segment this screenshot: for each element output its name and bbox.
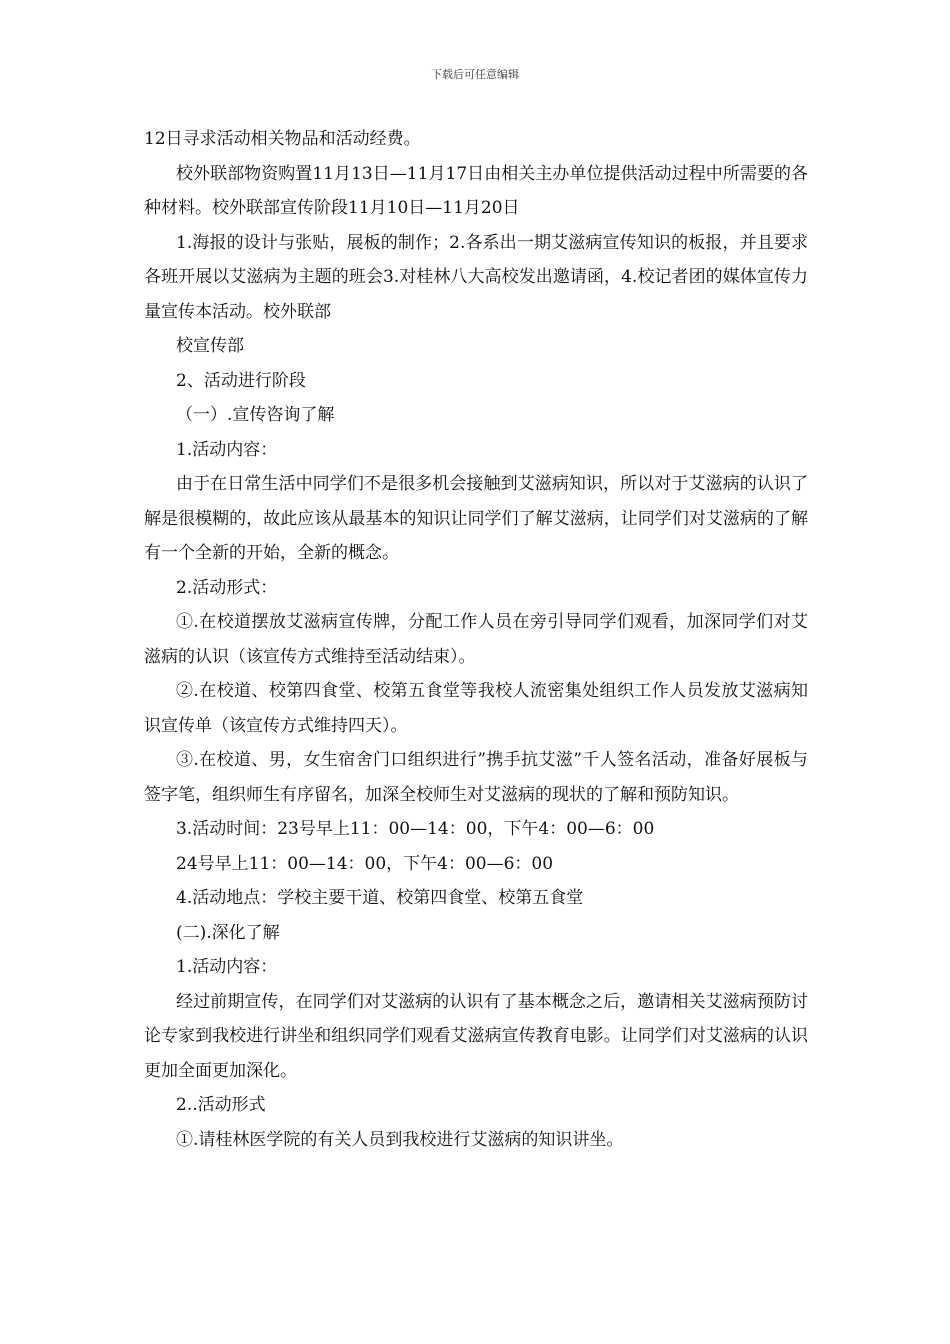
paragraph: （一）.宣传咨询了解 (176, 405, 335, 425)
paragraph: 经过前期宣传，在同学们对艾滋病的认识有了基本概念之后，邀请相关艾滋病预防讨论专家到我校进行讲坐和组织同学们观看艾滋病宣传教育电影。让同学们对艾滋病的认识更加全面更加深化。 (144, 991, 808, 1081)
paragraph: (二).深化了解 (176, 922, 280, 943)
paragraph: ①.在校道摆放艾滋病宣传牌，分配工作人员在旁引导同学们观看，加深同学们对艾滋病的认识（该宣传方式维持至活动结束）。 (144, 612, 808, 667)
paragraph: 4.活动地点：学校主要干道、校第四食堂、校第五食堂 (176, 888, 584, 908)
paragraph: 12日寻求活动相关物品和活动经费。 (144, 129, 421, 149)
page-header: 下载后可任意编辑 (431, 68, 519, 81)
paragraph: 校宣传部 (176, 336, 244, 356)
paragraph: 24号早上11：00—14：00，下午4：00—6：00 (176, 853, 554, 874)
paragraph: 3.活动时间：23号早上11：00—14：00，下午4：00—6：00 (176, 819, 655, 839)
paragraph: ③.在校道、男，女生宿舍门口组织进行”携手抗艾滋”千人签名活动，准备好展板与签字笔，组织师生有序留名，加深全校师生对艾滋病的现状的了解和预防知识。 (144, 750, 808, 805)
paragraph: 校外联部物资购置11月13日—11月17日由相关主办单位提供活动过程中所需要的各种材料。校外联部宣传阶段11月10日—11月20日 (144, 163, 808, 218)
document-body (144, 122, 808, 1157)
paragraph: 2.活动形式： (176, 577, 278, 598)
paragraph: 2、活动进行阶段 (176, 370, 306, 391)
paragraph: 1.活动内容： (176, 957, 278, 977)
paragraph: 由于在日常生活中同学们不是很多机会接触到艾滋病知识，所以对于艾滋病的认识了解是很模糊的，故此应该从最基本的知识让同学们了解艾滋病，让同学们对艾滋病的了解有一个全新的开始，全新的概念。 (144, 474, 808, 563)
paragraph: 1.活动内容： (176, 439, 278, 460)
paragraph: ①.请桂林医学院的有关人员到我校进行艾滋病的知识讲坐。 (176, 1129, 624, 1150)
paragraph: ②.在校道、校第四食堂、校第五食堂等我校人流密集处组织工作人员发放艾滋病知识宣传单（该宣传方式维持四天）。 (144, 681, 808, 736)
paragraph: 1.海报的设计与张贴，展板的制作；2.各系出一期艾滋病宣传知识的板报，并且要求各班开展以艾滋病为主题的班会3.对桂林八大高校发出邀请函，4.校记者团的媒体宣传力量宣传本活动。校外联部 (144, 232, 808, 322)
paragraph: 2..活动形式 (176, 1095, 266, 1115)
